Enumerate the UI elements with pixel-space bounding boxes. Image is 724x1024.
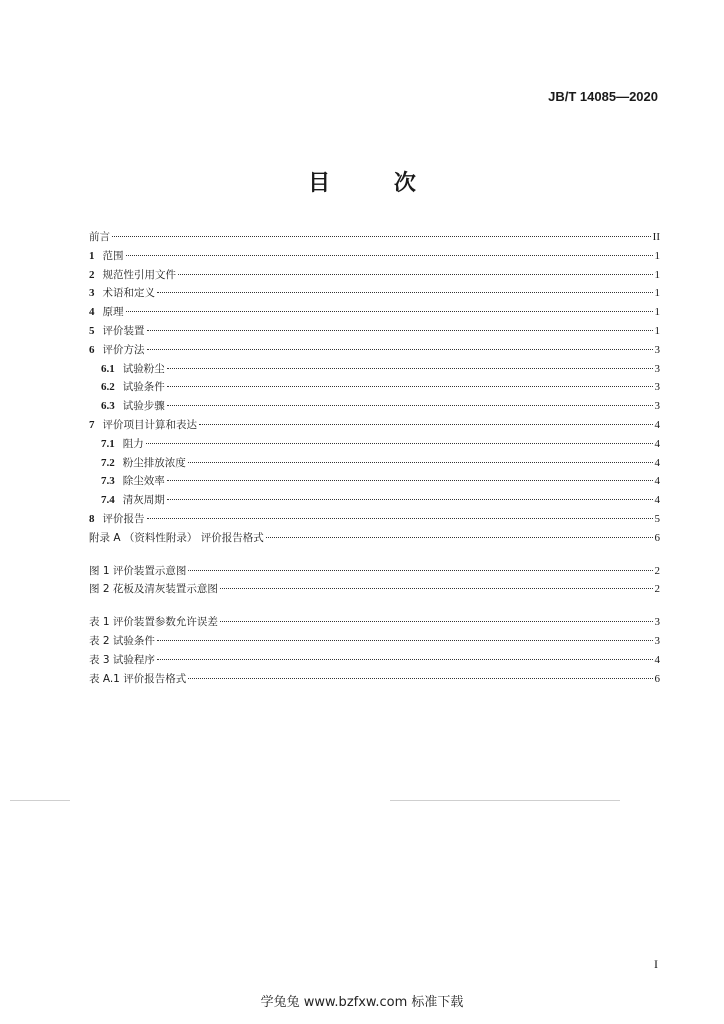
- toc-dot-leader: [112, 236, 651, 237]
- toc-entry-label: 表 A.1 评价报告格式: [89, 672, 187, 685]
- toc-entry-number: 8: [89, 512, 95, 525]
- toc-entry[interactable]: [89, 417, 660, 436]
- toc-entry-label: 评价项目计算和表达: [102, 418, 197, 431]
- toc-entry-page: 1: [654, 324, 660, 337]
- toc-entry-page: 1: [654, 268, 660, 281]
- toc-entry-number: 7: [89, 418, 95, 431]
- toc-dot-leader: [146, 443, 653, 444]
- toc-entry[interactable]: [89, 563, 660, 582]
- toc-entry-page: 1: [654, 287, 660, 300]
- toc-entry[interactable]: [89, 229, 660, 248]
- toc-entry-page: 1: [654, 249, 660, 262]
- toc-entry-page: 3: [654, 634, 660, 647]
- toc-entry[interactable]: [89, 361, 660, 380]
- toc-entry[interactable]: [89, 473, 660, 492]
- footer-watermark: 学兔兔 www.bzfxw.com 标准下载: [260, 995, 464, 1010]
- toc-entry[interactable]: [89, 323, 660, 342]
- toc-dot-leader: [199, 424, 653, 425]
- toc-dot-leader: [167, 480, 653, 481]
- toc-entry[interactable]: [89, 455, 660, 474]
- toc-dot-leader: [157, 292, 653, 293]
- toc-entry-page: 5: [654, 512, 660, 525]
- toc-entry[interactable]: [89, 511, 660, 530]
- toc-entry-label: 规范性引用文件: [102, 268, 176, 281]
- toc-entry-page: 3: [654, 381, 660, 394]
- table-of-contents: [89, 229, 660, 689]
- toc-entry[interactable]: [89, 304, 660, 323]
- toc-dot-leader: [167, 405, 653, 406]
- scan-artifact: [0, 800, 724, 804]
- toc-entry-page: 3: [654, 400, 660, 413]
- toc-entry[interactable]: [89, 342, 660, 361]
- toc-entry-page: II: [652, 231, 660, 243]
- toc-dot-leader: [266, 537, 653, 538]
- toc-entry-label: 术语和定义: [102, 287, 155, 300]
- page-title: 目 次: [308, 171, 444, 196]
- toc-entry-page: 3: [654, 343, 660, 356]
- toc-entry-label: 附录 A （资料性附录） 评价报告格式: [89, 531, 264, 544]
- toc-entry-number: 4: [89, 306, 95, 319]
- toc-entry-page: 2: [654, 564, 660, 577]
- toc-entry-page: 3: [654, 616, 660, 629]
- toc-figures: [89, 563, 660, 601]
- toc-entry-label: 试验步骤: [122, 400, 165, 413]
- toc-dot-leader: [220, 621, 653, 622]
- toc-entry-number: 6.3: [101, 400, 115, 413]
- toc-entry[interactable]: [89, 633, 660, 652]
- toc-dot-leader: [126, 311, 653, 312]
- toc-dot-leader: [178, 274, 653, 275]
- toc-dot-leader: [167, 499, 653, 500]
- toc-entry[interactable]: [89, 248, 660, 267]
- toc-entry-page: 4: [654, 475, 660, 488]
- toc-dot-leader: [188, 678, 652, 679]
- toc-dot-leader: [220, 588, 653, 589]
- toc-entry-label: 范围: [102, 249, 124, 262]
- toc-entry[interactable]: [89, 652, 660, 671]
- toc-entry-page: 2: [654, 583, 660, 596]
- toc-dot-leader: [188, 570, 652, 571]
- toc-entry-label: 评价报告: [102, 512, 145, 525]
- standard-code: JB/T 14085—2020: [548, 89, 658, 104]
- toc-entry-page: 4: [654, 494, 660, 507]
- page-number: I: [654, 957, 658, 971]
- toc-entry-page: 4: [654, 418, 660, 431]
- toc-dot-leader: [188, 462, 653, 463]
- toc-entry-label: 评价装置: [102, 324, 145, 337]
- toc-entry-label: 试验粉尘: [122, 362, 165, 375]
- toc-dot-leader: [167, 368, 653, 369]
- toc-dot-leader: [167, 386, 653, 387]
- toc-entry-label: 清灰周期: [122, 494, 165, 507]
- toc-entry-number: 7.2: [101, 456, 115, 469]
- toc-entry-label: 表 1 评价装置参数允许误差: [89, 616, 218, 629]
- toc-entry-label: 粉尘排放浓度: [122, 456, 186, 469]
- toc-sections: [89, 229, 660, 549]
- toc-entry-page: 6: [654, 672, 660, 685]
- toc-tables: [89, 614, 660, 689]
- toc-entry[interactable]: [89, 581, 660, 600]
- toc-entry-number: 1: [89, 249, 95, 262]
- toc-entry[interactable]: [89, 379, 660, 398]
- toc-entry-number: 7.1: [101, 437, 115, 450]
- toc-entry-label: 评价方法: [102, 343, 145, 356]
- toc-entry-label: 除尘效率: [122, 475, 165, 488]
- toc-entry-label: 图 2 花板及清灰装置示意图: [89, 583, 218, 596]
- toc-entry-label: 试验条件: [122, 381, 165, 394]
- toc-entry-number: 7.3: [101, 475, 115, 488]
- toc-dot-leader: [147, 518, 653, 519]
- toc-entry[interactable]: [89, 267, 660, 286]
- toc-entry-number: 6: [89, 343, 95, 356]
- toc-entry[interactable]: [89, 671, 660, 690]
- toc-entry[interactable]: [89, 530, 660, 549]
- toc-entry-label: 前言: [89, 231, 110, 243]
- toc-entry[interactable]: [89, 436, 660, 455]
- toc-entry[interactable]: [89, 398, 660, 417]
- toc-entry-page: 1: [654, 306, 660, 319]
- toc-entry-page: 6: [654, 531, 660, 544]
- toc-entry-label: 表 2 试验条件: [89, 634, 155, 647]
- toc-dot-leader: [147, 349, 653, 350]
- toc-entry-page: 4: [654, 653, 660, 666]
- toc-entry[interactable]: [89, 492, 660, 511]
- toc-entry-page: 3: [654, 362, 660, 375]
- toc-dot-leader: [126, 255, 653, 256]
- toc-dot-leader: [157, 640, 653, 641]
- toc-entry-number: 6.2: [101, 381, 115, 394]
- toc-entry-page: 4: [654, 456, 660, 469]
- toc-entry-number: 2: [89, 268, 95, 281]
- toc-dot-leader: [157, 659, 653, 660]
- toc-entry-number: 7.4: [101, 494, 115, 507]
- toc-entry-label: 图 1 评价装置示意图: [89, 564, 187, 577]
- toc-entry-number: 3: [89, 287, 95, 300]
- toc-entry-page: 4: [654, 437, 660, 450]
- toc-dot-leader: [147, 330, 653, 331]
- toc-entry-number: 6.1: [101, 362, 115, 375]
- toc-entry[interactable]: [89, 614, 660, 633]
- toc-entry-label: 阻力: [122, 437, 144, 450]
- toc-entry[interactable]: [89, 285, 660, 304]
- toc-entry-number: 5: [89, 324, 95, 337]
- toc-entry-label: 原理: [102, 306, 124, 319]
- toc-entry-label: 表 3 试验程序: [89, 653, 155, 666]
